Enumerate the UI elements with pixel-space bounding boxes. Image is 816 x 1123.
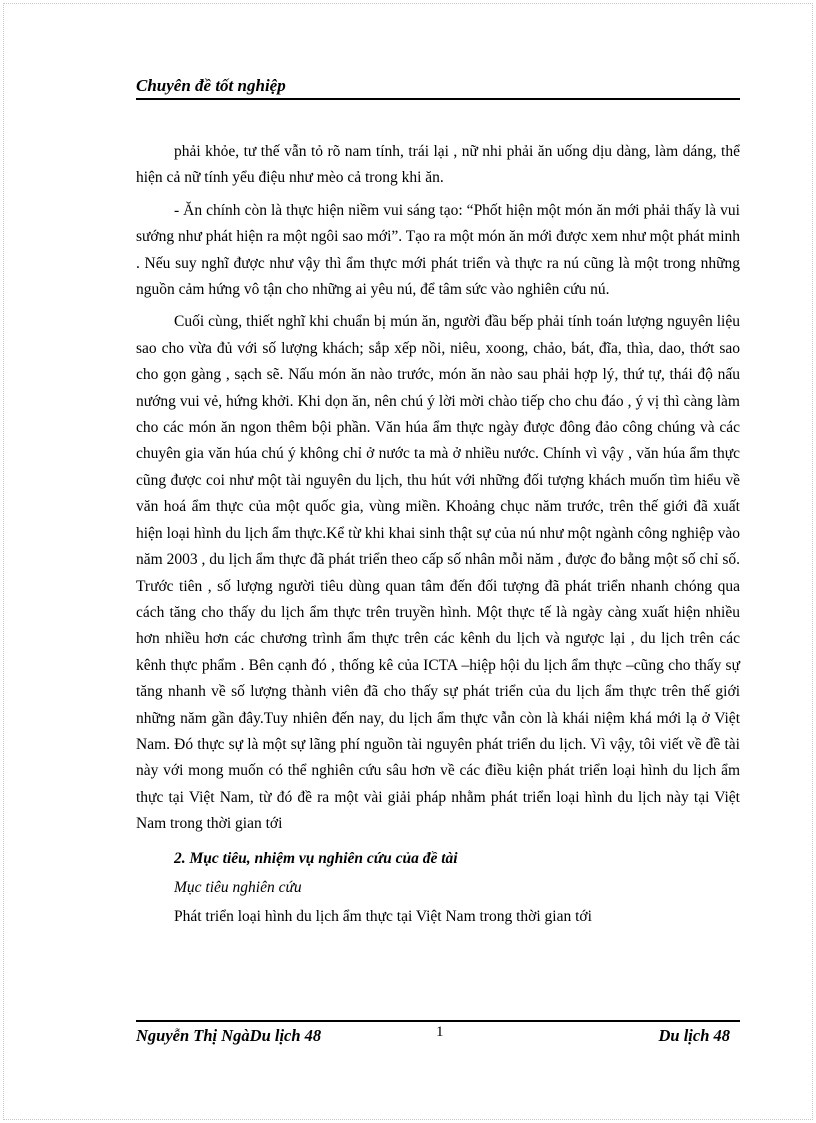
body-paragraph: Cuối cùng, thiết nghĩ khi chuẩn bị mún ăn, người đầu bếp phải tính toán lượng nguyên liệu sao cho vừa đủ với số lượng khách; sắp xếp nồi, niêu, xoong, chảo, bát, đĩa, thìa, dao, thớt sao cho gọn gàng , sạch sẽ. Nấu món ăn nào trước, món ăn nào sau phải hợp lý, thứ tự, thái độ nấu nướng vui vẻ, hứng khởi. Khi dọn ăn, nên chú ý lời mời chào tiếp cho chu đáo , ý vị thì càng làm cho các món ăn ngon thêm bội phần. Văn húa ẩm thực ngày được đông đảo công chúng và các chuyên gia văn húa chú ý không chỉ ở nước ta mà ở nhiều nước. Chính vì vậy , văn húa ẩm thực cũng được coi như một tài nguyên du lịch, thu hút với những đối tượng khách muốn tìm hiểu về văn hoá ẩm thực của một quốc gia, vùng miền. Khoảng chục năm trước, trên thế giới đã xuất hiện loại hình du lịch ẩm thực.Kể từ khi khai sinh thật sự của nú như một ngành công nghiệp vào năm 2003 , du lịch ẩm thực đã phát triển theo cấp số nhân mỗi năm , được đo bằng một số chỉ số. Trước tiên , số lượng người tiêu dùng quan tâm đến đối tượng đã phát triển nhanh chóng qua cách tăng cho thấy du lịch ẩm thực trên truyền hình. Một thực tế là ngày càng xuất hiện nhiều hơn nhiều hơn các chương trình ẩm thực trên các kênh du lịch và ngược lại , du lịch trên các kênh thực phẩm . Bên cạnh đó , thống kê của ICTA –hiệp hội du lịch ẩm thực –cũng cho thấy sự tăng nhanh về số lượng thành viên đã cho thấy sự phát triển của du lịch ẩm thực trên thế giới những năm gần đây.Tuy nhiên đến nay, du lịch ẩm thực vẫn còn là khái niệm khá mới lạ ở Việt Nam. Đó thực sự là một sự lãng phí nguồn tài nguyên phát triển du lịch. Vì vậy, tôi viết về đề tài này với mong muốn có thể nghiên cứu sâu hơn về các điều kiện phát triển loại hình du lịch ẩm thực tại Việt Nam, từ đó đề ra một vài giải pháp nhằm phát triển loại hình du lịch này tại Việt Nam trong thời gian tới (136, 313, 740, 833)
footer-author: Nguyễn Thị NgàDu lịch 48 (136, 1026, 322, 1045)
section-subheading: Mục tiêu nghiên cứu (174, 878, 302, 896)
body-paragraph: phải khỏe, tư thế vẫn tỏ rõ nam tính, trái lại , nữ nhi phải ăn uống dịu dàng, làm dáng, thể hiện cả nữ tính yểu điệu như mèo cả trong khi ăn. (136, 143, 740, 187)
section-text: Phát triển loại hình du lịch ẩm thực tại Việt Nam trong thời gian tới (174, 907, 592, 925)
footer-course: Du lịch 48 (658, 1026, 730, 1045)
page-header-title: Chuyên đề tốt nghiệp (136, 76, 740, 100)
section-heading: 2. Mục tiêu, nhiệm vụ nghiên cứu của đề tài (174, 849, 458, 867)
document-body (136, 139, 740, 931)
body-paragraph: - Ăn chính còn là thực hiện niềm vui sáng tạo: “Phốt hiện một món ăn mới phải thấy là vui sướng như phát hiện ra một ngôi sao mới”. Tạo ra một món ăn mới được xem như một phát minh . Nếu suy nghĩ được như vậy thì ẩm thực mới phát triển và thực ra nú cũng là một trong những nguồn cảm hứng vô tận cho những ai yêu nú, để tâm sức vào nghiên cứu nú. (136, 201, 740, 299)
page-number: 1 (436, 1024, 444, 1040)
footer-divider (136, 1020, 740, 1022)
